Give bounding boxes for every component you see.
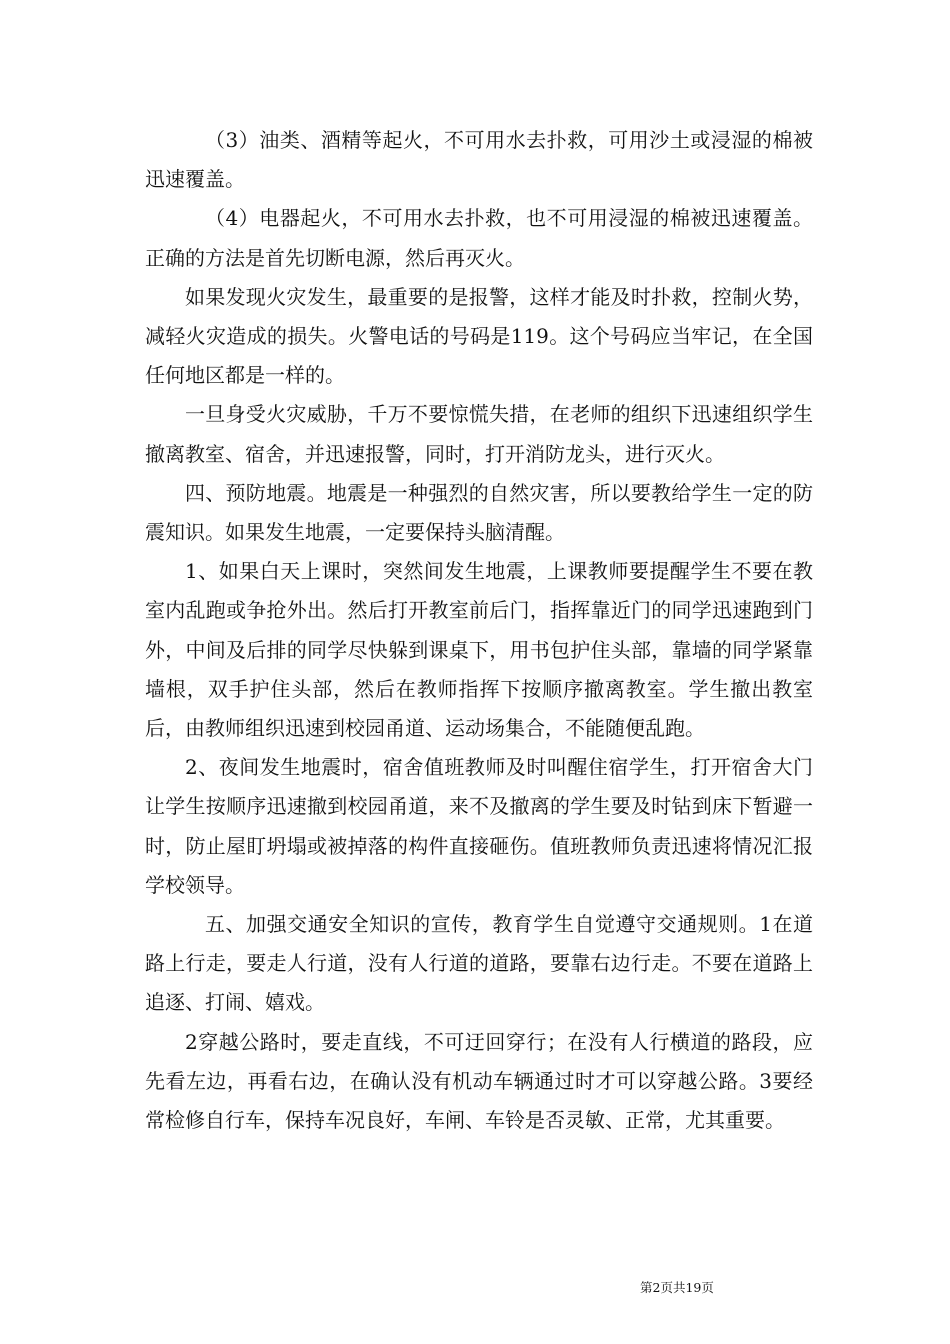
paragraph-fire-alarm: 如果发现火灾发生，最重要的是报警，这样才能及时扑救，控制火势，减轻火灾造成的损失。火警电话的号码是119。这个号码应当牢记，在全国任何地区都是一样的。 [145,284,813,388]
paragraph-oil-fire: （3）油类、酒精等起火，不可用水去扑救，可用沙土或浸湿的棉被迅速覆盖。 [145,128,813,192]
paragraph-electrical-fire: （4）电器起火，不可用水去扑救，也不可用浸湿的棉被迅速覆盖。正确的方法是首先切断电源，然后再灭火。 [145,206,813,270]
paragraph-traffic-safety: 五、加强交通安全知识的宣传，教育学生自觉遵守交通规则。1在道路上行走，要走人行道，没有人行道的道路，要靠右边行走。不要在道路上追逐、打闹、嬉戏。 [145,912,813,1015]
document-body [145,121,813,1140]
paragraph-earthquake-prevention: 四、预防地震。地震是一种强烈的自然灾害，所以要教给学生一定的防震知识。如果发生地震，一定要保持头脑清醒。 [145,480,813,545]
paragraph-earthquake-daytime: 1、如果白天上课时，突然间发生地震，上课教师要提醒学生不要在教室内乱跑或争抢外出。然后打开教室前后门，指挥靠近门的同学迅速跑到门外，中间及后排的同学尽快躲到课桌下，用书包护住头部，靠墙的同学紧靠墙根，双手护住头部，然后在教师指挥下按顺序撤离教室。学生撤出教室后，由教师组织迅速到校园甬道、运动场集合，不能随便乱跑。 [145,559,813,741]
paragraph-crossing-road: 2穿越公路时，要走直线，不可迂回穿行；在没有人行横道的路段，应先看左边，再看右边，在确认没有机动车辆通过时才可以穿越公路。3要经常检修自行车，保持车况良好，车闸、车铃是否灵敏、正常，尤其重要。 [145,1029,813,1133]
paragraph-earthquake-night: 2、夜间发生地震时，宿舍值班教师及时叫醒住宿学生，打开宿舍大门让学生按顺序迅速撤到校园甬道，来不及撤离的学生要及时钻到床下暂避一时，防止屋盯坍塌或被掉落的构件直接砸伤。值班教师负责迅速将情况汇报学校领导。 [145,755,813,897]
page-number: 第2页共19页 [640,1280,714,1295]
paragraph-fire-evacuation: 一旦身受火灾威胁，千万不要惊慌失措，在老师的组织下迅速组织学生撤离教室、宿舍，并迅速报警，同时，打开消防龙头，进行灭火。 [145,402,813,466]
